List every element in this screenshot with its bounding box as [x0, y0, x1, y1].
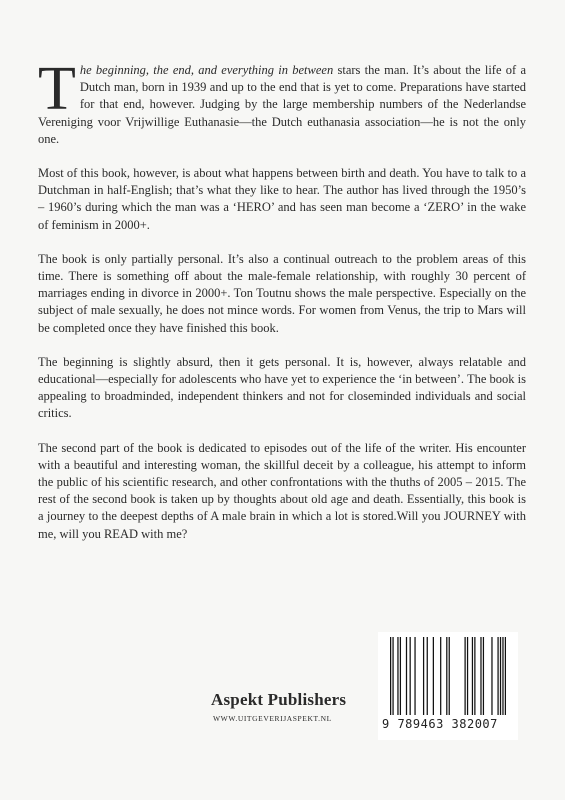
barcode-bar: [480, 637, 481, 715]
barcode-bar: [440, 637, 441, 715]
barcode-bar: [390, 637, 391, 715]
barcode-bar: [502, 637, 503, 715]
paragraph-1-text: stars the man. It’s about the life of a Dutch man, born in 1939 and up to the end that is yet to come. Preparations have started for that end, however. Judging by the large membership numbers of the Nederlandse Vereniging voor Vrijwillige Euthanasie—the Dutch euthanasia association—he is not the only one.: [38, 63, 526, 146]
paragraph-5: The second part of the book is dedicated to episodes out of the life of the writer. His encounter with a beautiful and interesting woman, the skillful deceit by a colleague, his attempt to inform the public of his scientific research, and other confrontations with the thuths of 2005 – 2015. The rest of the second book is taken up by thoughts about old age and death. Essentially, this book is a journey to the deepest depths of A male brain in which a lot is stored.Will you JOURNEY with me, will you READ with me?: [38, 440, 526, 541]
barcode-bar: [433, 637, 434, 715]
barcode-bar: [392, 637, 393, 715]
barcode-bar: [446, 637, 447, 715]
barcode-bar: [410, 637, 411, 715]
barcode-bar: [474, 637, 475, 715]
barcode-bar: [414, 637, 415, 715]
publisher-name: Aspekt Publishers: [211, 690, 347, 709]
barcode-bar: [449, 637, 450, 715]
barcode: [378, 632, 518, 740]
barcode-bar: [406, 637, 407, 715]
barcode-bars-icon: [390, 637, 506, 715]
barcode-bar: [397, 637, 398, 715]
barcode-bar: [483, 637, 484, 715]
isbn-number: 9 789463 382007: [382, 717, 498, 731]
barcode-bar: [400, 637, 401, 715]
paragraph-1: [38, 55, 526, 148]
description-text: [38, 55, 526, 560]
barcode-bar: [500, 637, 501, 715]
book-title-italic: he beginning, the end, and everything in between: [79, 63, 334, 77]
paragraph-3: The book is only partially personal. It’s also a continual outreach to the problem areas of this time. There is something off about the male-female relationship, with roughly 30 percent of marriages ending in divorce in 2000+. Ton Toutnu shows the male perspective. Especially on the subject of male sexually, he does not mince words. For women from Venus, the trip to Mars will be completed once they have finished this book.: [38, 251, 526, 335]
barcode-bar: [491, 637, 492, 715]
barcode-bar: [497, 637, 498, 715]
barcode-bar: [505, 637, 506, 715]
barcode-bar: [423, 637, 424, 715]
barcode-bar: [427, 637, 428, 715]
barcode-bar: [467, 637, 468, 715]
paragraph-2: Most of this book, however, is about what happens between birth and death. You have to talk to a Dutchman in half-English; that’s what they like to hear. The author has lived through the 1950’s – 1960’s during which the man was a ‘HERO’ and has seen man become a ‘ZERO’ in the wake of feminism in 2000+.: [38, 166, 526, 232]
barcode-bar: [472, 637, 473, 715]
dropcap: T: [38, 55, 76, 123]
paragraph-4: The beginning is slightly absurd, then it gets personal. It is, however, always relatable and educational—especially for adolescents who have yet to experience the ‘in between’. The book is appealing to broadminded, independent thinkers and not for closeminded individuals and social critics.: [38, 354, 526, 421]
barcode-bar: [464, 637, 465, 715]
publisher-website: WWW.UITGEVERIJASPEKT.NL: [213, 714, 332, 723]
